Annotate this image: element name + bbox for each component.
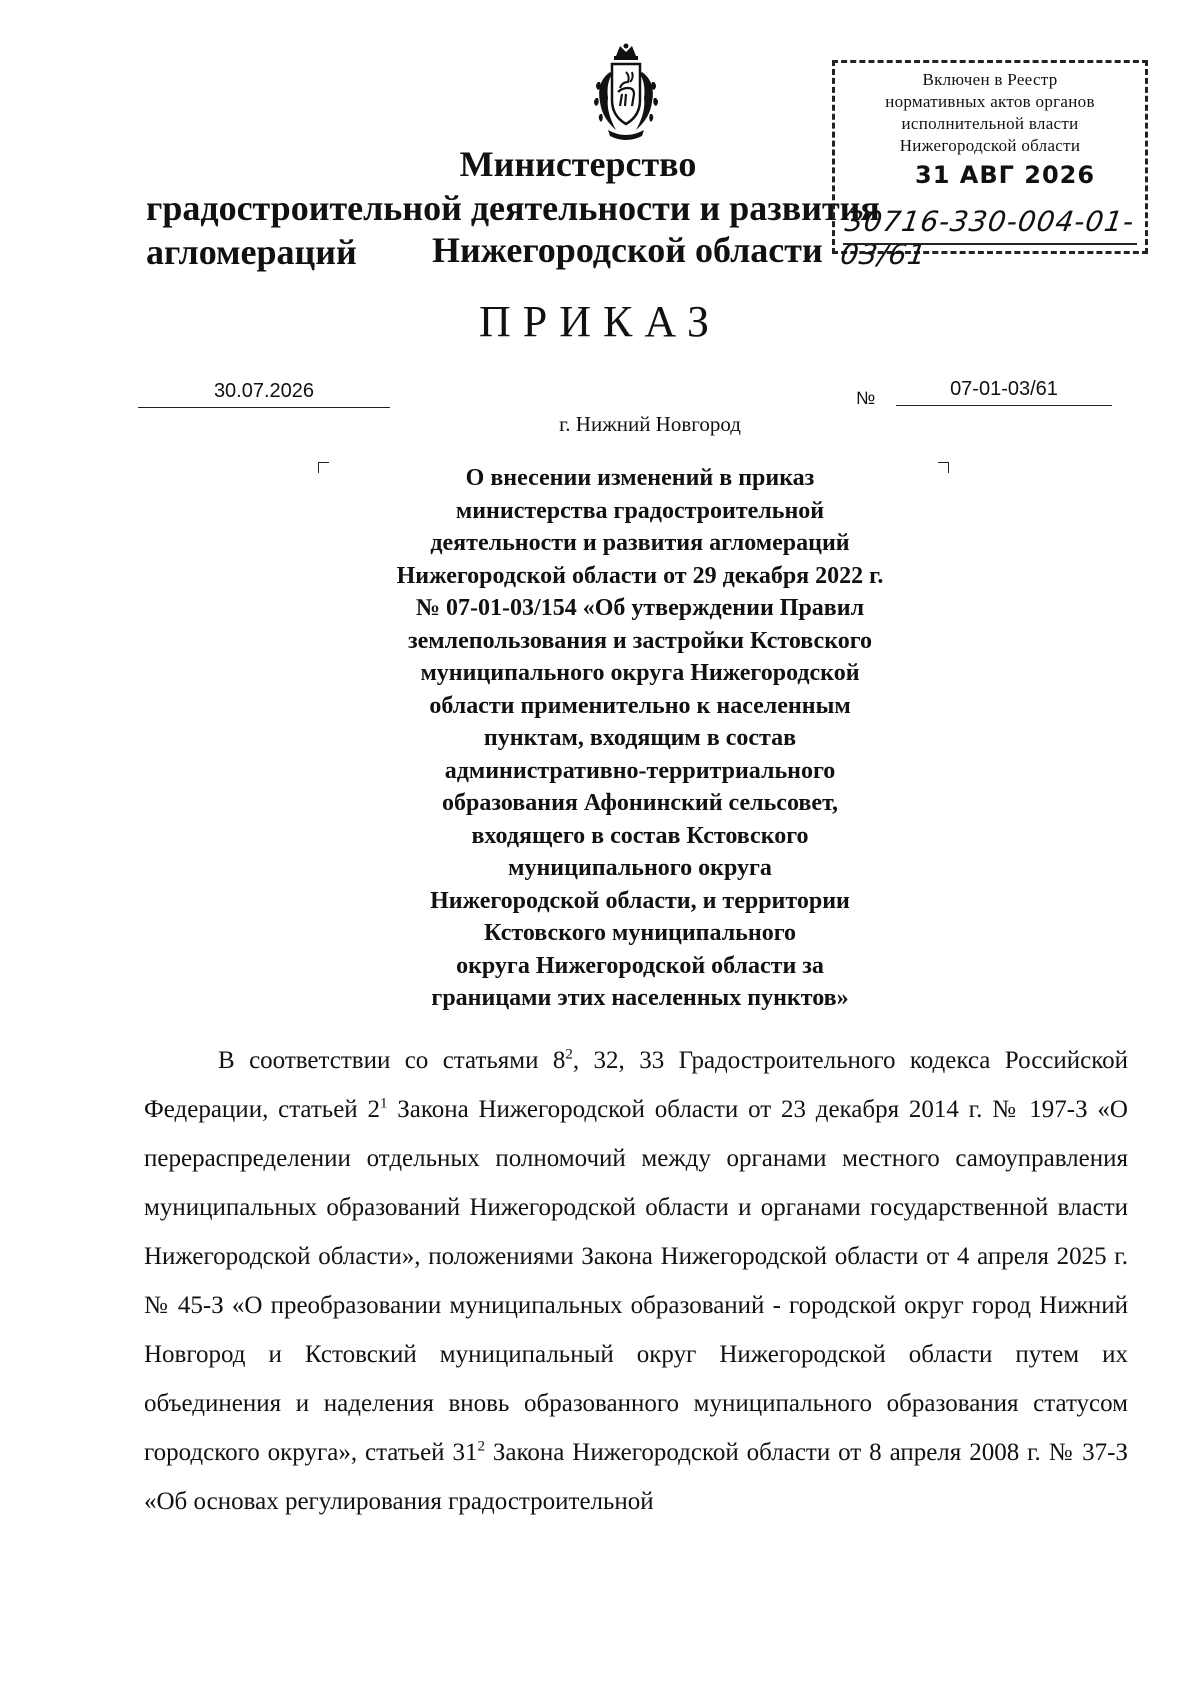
registry-stamp — [832, 60, 1148, 271]
document-date: 30.07.2026 — [138, 380, 390, 408]
subject-line: границами этих населенных пунктов» — [431, 985, 849, 1011]
subject-line: пунктам, входящим в состав — [483, 725, 797, 751]
body-text-part-2: , 32, 33 Градостроительного кодекса Российской Федерации, статьей 2 — [144, 1047, 1128, 1123]
subject-line: Нижегородской области, и территории — [430, 887, 850, 914]
subject-line: образования Афонинский сельсовет, — [442, 790, 838, 816]
body-text-part-4: Закона Нижегородской области от 8 апреля 2008 г. № 37-З «Об основах регулирования градостроительной — [144, 1439, 1128, 1515]
document-title: ПРИКАЗ — [478, 297, 722, 346]
subject-line: муниципального округа — [508, 855, 772, 881]
subject-line: муниципального округа Нижегородской — [420, 660, 860, 686]
body-superscript-3: 2 — [477, 1438, 485, 1455]
stamp-reg-number: 30716-330-004-01-03/61 — [838, 205, 1137, 271]
subject-line: деятельности и развития агломераций — [430, 530, 850, 556]
subject-line: области применительно к населенным — [429, 692, 851, 719]
document-subject — [340, 462, 940, 1015]
body-text-part-1: В соответствии со статьями 8 — [218, 1047, 566, 1074]
ministry-name-line-3: Нижегородской области — [432, 230, 823, 270]
subject-corner-left — [318, 462, 329, 473]
stamp-line-1: Включен в Реестр — [922, 70, 1058, 89]
document-number-label: № — [856, 388, 876, 408]
document-body-paragraph — [144, 1036, 1128, 1526]
subject-line: Нижегородской области от 29 декабря 2022 г. — [396, 562, 884, 589]
coat-of-arms-icon — [590, 42, 662, 142]
body-superscript-2: 1 — [379, 1095, 388, 1112]
subject-line: № 07-01-03/154 «Об утверждении Правил — [415, 595, 865, 621]
subject-line: входящего в состав Кстовского — [471, 822, 809, 849]
document-number: 07-01-03/61 — [896, 378, 1112, 406]
subject-line: министерства градостроительной — [455, 497, 825, 524]
body-text-part-3: Закона Нижегородской области от 23 декабря 2014 г. № 197-З «О перераспределении отдельных полномочий между органами местного самоуправления муниципальных образований Нижегородской области и органами государственной власти Нижегородской области», положениями Закона Нижегородской области от 4 апреля 2025 г. № 45-З «О преобразовании муниципальных образований - городской округ город Нижний Новгород и Кстовский муниципальный округ Нижегородской области путем их объединения и наделения вновь образованного муниципального образования статусом городского округа», статьей 31 — [144, 1096, 1128, 1466]
subject-line: землепользования и застройки Кстовского — [407, 627, 873, 654]
stamp-underline — [843, 243, 1137, 245]
stamp-date: 31 АВГ 2026 — [915, 161, 1096, 189]
subject-line: округа Нижегородской области за — [456, 952, 824, 979]
stamp-line-2: нормативных актов органов — [885, 92, 1095, 111]
document-city: г. Нижний Новгород — [559, 412, 741, 436]
ministry-name-line-1: Министерство — [459, 144, 697, 184]
ministry-name-line-2: градостроительной деятельности и развития агломераций — [146, 188, 880, 272]
subject-line: административно-территриального — [444, 757, 836, 784]
stamp-line-4: Нижегородской области — [899, 136, 1081, 155]
body-superscript-1: 2 — [565, 1046, 573, 1063]
subject-line: Кстовского муниципального — [483, 920, 797, 946]
subject-line: О внесении изменений в приказ — [465, 465, 815, 491]
stamp-line-3: исполнительной власти — [901, 114, 1079, 133]
